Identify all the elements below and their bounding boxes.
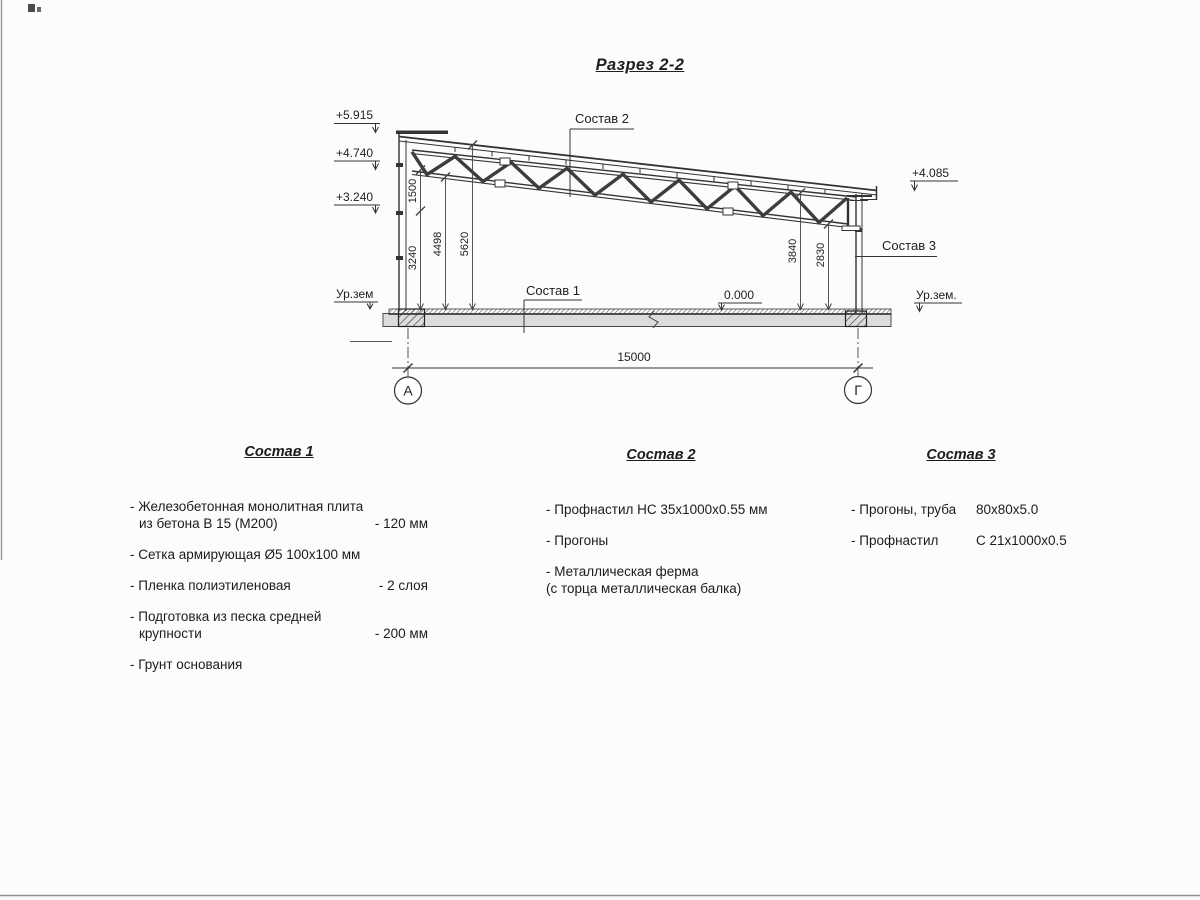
item-value: - 200 мм [374,626,428,641]
legend-1-item: - Грунт основания [130,657,243,672]
elevation-4085 [910,166,958,191]
vertical-dimension-labels [407,179,827,270]
legend-1-item: - Железобетонная монолитная плита из бетона В 15 (М200) - 120 мм [130,499,428,531]
legend-3-item: - Прогоны, труба 80x80x5.0 [851,502,1039,517]
gusset-plate [723,208,733,215]
floor-slab [383,309,891,328]
gusset-plate [728,182,738,189]
legend-1-item: - Подготовка из песка средней крупности - 200 мм [130,609,428,641]
truss-top-chord [412,150,856,197]
legend-2-item: - Прогоны [546,533,609,548]
item-value: 80x80x5.0 [976,502,1039,517]
footing-left [399,309,425,327]
svg-text:+3.240: +3.240 [336,190,374,204]
legend-1-title: Состав 1 [244,444,314,460]
dim-15000: 15000 [617,350,651,364]
svg-text:Состав 2: Состав 2 [575,111,629,126]
svg-text:Состав 3: Состав 3 [882,238,936,253]
dim-1500: 1500 [407,178,419,204]
legend-sostav-1 [130,444,428,687]
svg-text:+4.085: +4.085 [912,166,950,180]
legend-sostav-2 [546,447,776,611]
svg-text:0.000: 0.000 [724,288,755,302]
ground-level-left [334,287,378,309]
leader-sostav-2 [570,111,634,197]
svg-text:Ур.зем.: Ур.зем. [916,288,957,302]
elevation-marks [334,108,962,312]
vertical-dimensions [416,141,833,311]
dim-3840: 3840 [787,238,799,264]
gusset-plate [495,180,505,187]
gusset-plate [500,158,510,165]
legend-2-item: - Профнастил НС 35x1000x0.55 мм [546,502,768,517]
roof-truss [412,150,860,231]
svg-text:Состав 1: Состав 1 [526,283,580,298]
axis-bubble-g [845,377,872,404]
item-value: - 120 мм [374,516,428,531]
dim-5620: 5620 [459,231,471,257]
legend-2-title: Состав 2 [626,447,696,463]
span-dimension [350,328,873,404]
ground-level-right [914,288,962,312]
parapet-cap [396,131,448,135]
left-wall [396,131,448,312]
svg-text:Ур.зем: Ур.зем [336,287,374,301]
legend-2-item: - Металлическая ферма (с торца металлическая балка) [546,564,742,596]
dim-2830: 2830 [815,242,827,268]
dim-3240: 3240 [407,245,419,271]
truss-bearing-plate [842,226,860,231]
elevation-4740 [334,146,380,170]
item-value: - 2 слоя [378,578,428,593]
axis-label-g: Г [854,382,862,398]
footing-right [846,311,867,327]
svg-text:+5.915: +5.915 [336,108,374,122]
item-value: С 21x1000x0.5 [976,533,1067,548]
leader-sostav-3 [855,238,937,257]
legend-3-item: - Профнастил С 21x1000x0.5 [851,533,1067,548]
axis-label-a: А [403,382,413,399]
elevation-5915 [334,108,380,133]
dim-4498: 4498 [432,231,444,257]
legend-1-item: - Сетка армирующая Ø5 100x100 мм [130,547,361,562]
dimension-ticks [416,141,833,229]
legend-3-title: Состав 3 [926,447,996,463]
right-column [847,194,872,313]
drawing-title: Разрез 2-2 [595,56,685,74]
elevation-zero [718,288,762,310]
legend-1-item: - Пленка полиэтиленовая - 2 слоя [130,578,428,593]
axis-bubble-a [395,377,422,404]
svg-text:+4.740: +4.740 [336,146,374,160]
legend-sostav-3 [851,447,1071,563]
elevation-3240 [334,190,380,213]
